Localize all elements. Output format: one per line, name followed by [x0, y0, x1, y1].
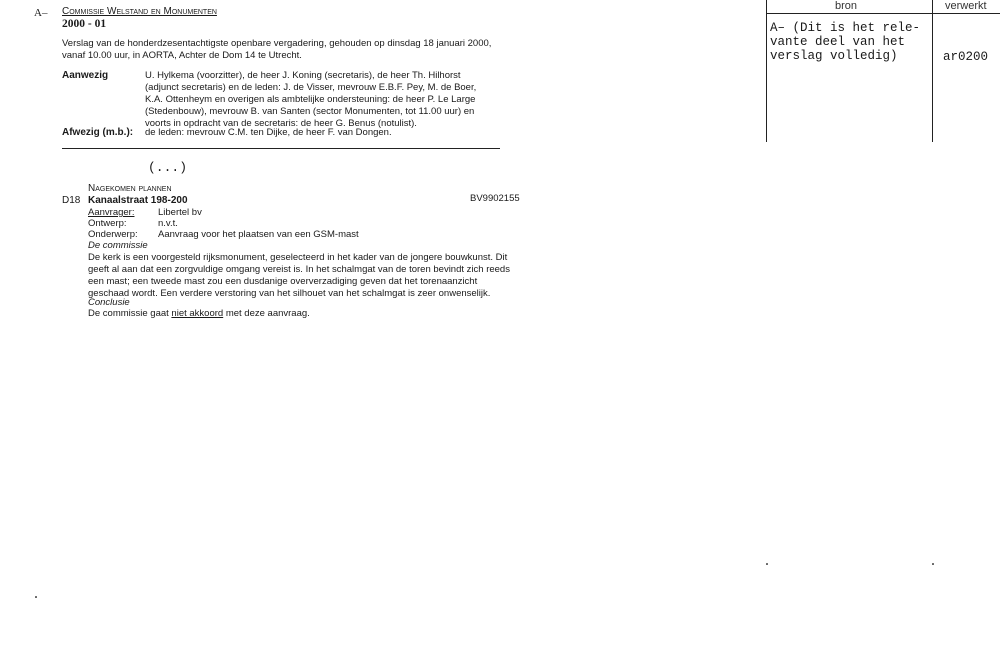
verwerkt-entry: ar0200 [943, 50, 989, 64]
conclusion-post: met deze aanvraag. [223, 308, 310, 319]
commission-text [88, 252, 510, 300]
subject-label: Onderwerp: [88, 229, 138, 240]
bron-line: verslag volledig) [770, 49, 898, 63]
commission-line: geschaad wordt. Een verdere verstoring van het silhouet van het schalmgat is zeer onwenselijk. [88, 288, 491, 299]
scan-speck [932, 563, 934, 565]
item-reference: BV9902155 [470, 193, 520, 204]
scan-speck [35, 596, 37, 598]
conclusion-heading: Conclusie [88, 297, 130, 308]
conclusion-pre: De commissie gaat [88, 308, 172, 319]
present-line: voorts in opdracht van de secretaris: de heer G. Benus (notulist). [145, 118, 417, 129]
bron-entry [770, 21, 920, 63]
intro-line-1: Verslag van de honderdzesentachtigste openbare vergadering, gehouden op dinsdag 18 januari 2000, [62, 38, 492, 49]
applicant-label: Aanvrager: [88, 207, 135, 218]
present-line: K.A. Ottenheym en overigen als ambtelijke ondersteuning: de heer P. Le Large [145, 94, 476, 105]
ellipsis-mark: (...) [148, 160, 188, 175]
bron-line: A– (Dit is het rele- [770, 21, 921, 35]
meeting-number: 2000 - 01 [62, 18, 107, 30]
applicant-value: Libertel bv [158, 207, 202, 218]
bron-line: vante deel van het [770, 35, 906, 49]
absent-text: de leden: mevrouw C.M. ten Dijke, de heer F. van Dongen. [145, 127, 392, 138]
margin-mark: A– [34, 7, 48, 19]
conclusion-text [88, 308, 310, 320]
column-header-bron: bron [835, 0, 858, 12]
table-middle-border [932, 0, 933, 142]
item-title: Kanaalstraat 198-200 [88, 195, 188, 206]
present-line: (adjunct secretaris) en de leden: J. de Visser, mevrouw E.B.F. Pey, M. de Boer, [145, 82, 477, 93]
design-value: n.v.t. [158, 218, 178, 229]
commission-line: geeft al aan dat een zorgvuldige omgang vereist is. In het schalmgat van de toren bevindt zich reeds [88, 264, 510, 275]
subject-value: Aanvraag voor het plaatsen van een GSM-mast [158, 229, 359, 240]
present-list [145, 70, 476, 130]
commission-heading: De commissie [88, 240, 148, 251]
absent-label: Afwezig (m.b.): [62, 127, 134, 138]
commission-line: een mast; een tweede mast zou een dusdanige oververzadiging geven dat het torenaanzicht [88, 276, 478, 287]
section-heading: Nagekomen plannen [88, 183, 172, 194]
design-label: Ontwerp: [88, 218, 127, 229]
present-label: Aanwezig [62, 70, 109, 81]
scan-speck [766, 563, 768, 565]
commission-title: Commissie Welstand en Monumenten [62, 6, 217, 17]
present-line: (Stedenbouw), mevrouw B. van Santen (sector Monumenten, tot 11.00 uur) en [145, 106, 475, 117]
table-left-border [766, 0, 767, 142]
present-line: U. Hylkema (voorzitter), de heer J. Koning (secretaris), de heer Th. Hilhorst [145, 70, 461, 81]
item-code: D18 [62, 195, 81, 206]
separator-rule [62, 148, 500, 149]
intro-line-2: vanaf 10.00 uur, in AORTA, Achter de Dom 14 te Utrecht. [62, 50, 302, 61]
conclusion-emphasis: niet akkoord [171, 308, 224, 319]
commission-line: De kerk is een voorgesteld rijksmonument, geselecteerd in het kader van de jongere bouwkunst. Dit [88, 252, 508, 263]
column-header-verwerkt: verwerkt [945, 0, 987, 12]
table-header-rule [766, 13, 1000, 14]
